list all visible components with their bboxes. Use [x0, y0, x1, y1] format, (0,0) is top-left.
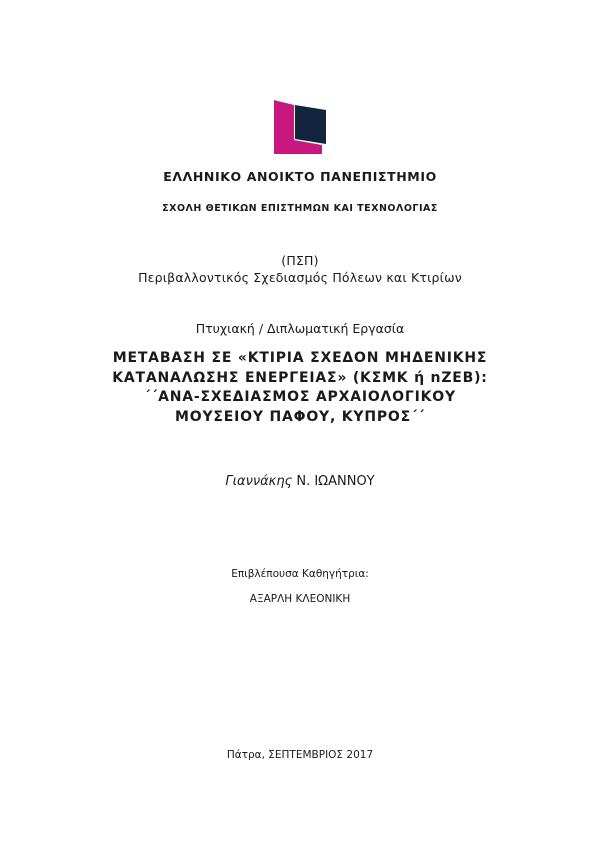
supervisor-label: Επιβλέπουσα Καθηγήτρια: [231, 568, 369, 580]
author-surname: Ν. ΙΩΑΝΝΟΥ [296, 474, 375, 489]
author [0, 474, 600, 489]
supervisor-name: ΑΞΑΡΛΗ ΚΛΕΟΝΙΚΗ [249, 593, 351, 605]
author-given-name: Γιαννάκης [225, 474, 293, 489]
thesis-title-line: ΚΑΤΑΝΑΛΩΣΗΣ ΕΝΕΡΓΕΙΑΣ» (ΚΣΜΚ ή nZEB): [112, 369, 488, 386]
eap-logo-icon [274, 100, 326, 154]
program-name: Περιβαλλοντικός Σχεδιασμός Πόλεων και Κτιρίων [138, 270, 462, 285]
thesis-type: Πτυχιακή / Διπλωματική Εργασία [195, 321, 405, 336]
thesis-title-line: ΜΕΤΑΒΑΣΗ ΣΕ «ΚΤΙΡΙΑ ΣΧΕΔΟΝ ΜΗΔΕΝΙΚΗΣ [112, 350, 488, 366]
program-abbreviation: (ΠΣΠ) [281, 253, 319, 268]
thesis-title-line: ΄΄ΑΝΑ-ΣΧΕΔΙΑΣΜΟΣ ΑΡΧΑΙΟΛΟΓΙΚΟΥ [144, 389, 456, 405]
place-date: Πάτρα, ΣΕΠΤΕΜΒΡΙΟΣ 2017 [226, 749, 374, 761]
school-name: ΣΧΟΛΗ ΘΕΤΙΚΩΝ ΕΠΙΣΤΗΜΩΝ ΚΑΙ ΤΕΧΝΟΛΟΓΙΑΣ [162, 203, 438, 214]
thesis-title [0, 349, 600, 427]
thesis-title-line: ΜΟΥΣΕΙΟΥ ΠΑΦΟΥ, ΚΥΠΡΟΣ΄΄ [175, 408, 425, 425]
university-name: ΕΛΛΗΝΙΚΟ ΑΝΟΙΚΤΟ ΠΑΝΕΠΙΣΤΗΜΙΟ [163, 169, 437, 184]
